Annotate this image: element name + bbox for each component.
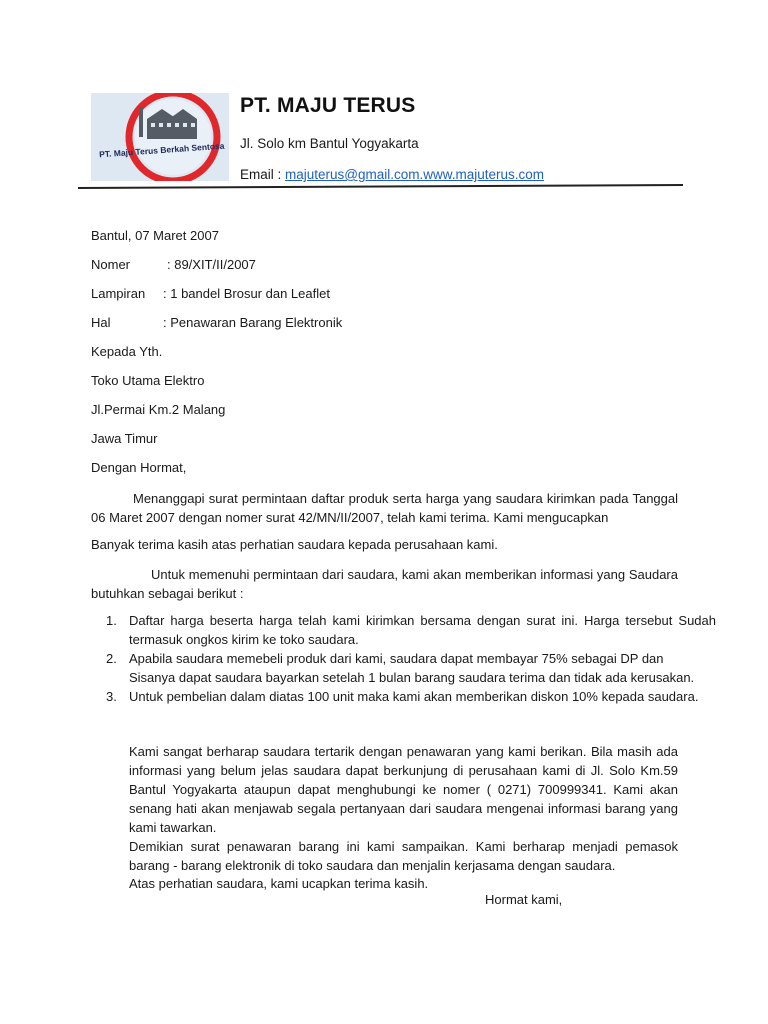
lampiran-value: : 1 bandel Brosur dan Leaflet: [163, 286, 330, 301]
recipient-name: Toko Utama Elektro: [91, 373, 205, 388]
company-name: PT. MAJU TERUS: [240, 94, 416, 117]
paragraph-5: Demikian surat penawaran barang ini kami sampaikan. Kami berharap menjadi pemasok barang - barang elektronik di toko saudara dan menjalin kerjasama dengan saudara.: [129, 839, 678, 873]
paragraph-4: Kami sangat berharap saudara tertarik dengan penawaran yang kami berikan. Bila masih ada informasi yang belum jelas saudara dapat berkunjung di perusahaan kami di Jl. Solo Km.59 Bantul Yogyakarta ataupun dapat menghubungi ke nomer ( 0271) 700999341. Kami akan senang hati akan menjawab segala pertanyaan dari saudara mengenai informasi barang yang kami tawarkan.: [129, 744, 678, 835]
salutation: Dengan Hormat,: [91, 460, 187, 475]
paragraph-2: Banyak terima kasih atas perhatian saudara kepada perusahaan kami.: [91, 537, 498, 552]
paragraph-1: Menanggapi surat permintaan daftar produk serta harga yang saudara kirimkan pada Tanggal 06 Maret 2007 dengan nomer surat 42/MN/II/2007, telah kami terima. Kami mengucapkan: [91, 491, 678, 525]
lampiran-line: [91, 286, 330, 301]
list-number: 2.: [106, 651, 117, 666]
company-email: [240, 167, 544, 182]
recipient-region: Jawa Timur: [91, 431, 158, 446]
hal-line: [91, 315, 342, 330]
email-label: Email :: [240, 167, 286, 182]
lampiran-label: Lampiran: [91, 286, 146, 301]
list-item: [106, 649, 716, 687]
hal-value: : Penawaran Barang Elektronik: [163, 315, 343, 330]
place-date: Bantul, 07 Maret 2007: [91, 228, 219, 243]
closing: Hormat kami,: [485, 892, 563, 907]
paragraph-6: Atas perhatian saudara, kami ucapkan terima kasih.: [129, 876, 429, 891]
nomer-line: [91, 257, 256, 272]
list-text: Untuk pembelian dalam diatas 100 unit maka kami akan memberikan diskon 10% kepada saudara.: [129, 689, 699, 704]
list-text-line-2: Sisanya dapat saudara bayarkan setelah 1 bulan barang saudara terima dan tidak ada kerusakan.: [129, 670, 695, 685]
email-link[interactable]: majuterus@gmail.com.www.majuterus.com: [285, 167, 545, 182]
list-number: 1.: [106, 613, 117, 628]
recipient-street: Jl.Permai Km.2 Malang: [91, 402, 226, 417]
nomer-label: Nomer: [91, 257, 131, 272]
list-number: 3.: [106, 689, 117, 704]
letterhead-divider: [78, 184, 683, 189]
recipient-to: Kepada Yth.: [91, 344, 163, 359]
offer-points-list: [91, 611, 716, 706]
list-item: [106, 611, 716, 649]
factory-logo-icon: [91, 93, 229, 181]
company-address: Jl. Solo km Bantul Yogyakarta: [240, 136, 419, 151]
paragraph-3: Untuk memenuhi permintaan dari saudara, kami akan memberikan informasi yang Saudara butuhkan sebagai berikut :: [91, 567, 678, 601]
logo-text: PT. Maju Terus Berkah Sentosa: [98, 140, 225, 160]
nomer-value: : 89/XIT/II/2007: [167, 257, 256, 272]
list-text-line-1: Apabila saudara memebeli produk dari kami, saudara dapat membayar 75% sebagai DP dan: [129, 651, 664, 666]
hal-label: Hal: [91, 315, 111, 330]
list-text: Daftar harga beserta harga telah kami kirimkan bersama dengan surat ini. Harga tersebut Sudah termasuk ongkos kirim ke toko saudara.: [129, 613, 716, 647]
list-item: [106, 687, 716, 706]
company-logo: [91, 93, 229, 181]
